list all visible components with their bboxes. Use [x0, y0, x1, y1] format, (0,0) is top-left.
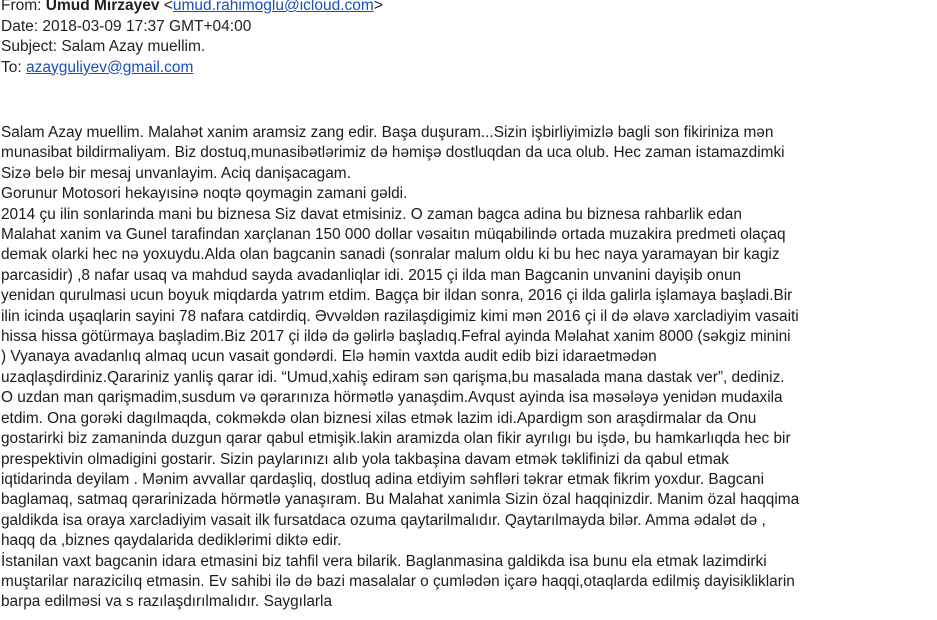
message-line: etdim. Ona gorəki dagılmaqda, cokməkdə olan biznesi xilas etmək lazim idi.Apardigm son araşdirmalar da Onu: [1, 409, 757, 427]
message-line: 2014 çu ilin sonlarinda mani bu biznesa Siz davat etmisiniz. O zaman bagca adina bu biznesa rahbarlik edan: [1, 205, 742, 223]
from-line: [1, 0, 383, 17]
message-line: baglamaq, satmaq qərarinizada hörmətlə yanaşıram. Bu Malahat xanimla Sizin özal haqqinizdir. Manim özal haqqima: [1, 491, 800, 509]
message-line: ) Vyanaya avadanlıq almaq ucun vasait gondərdi. Elə həmin vaxtda audit edib bizi idaraetmədən: [1, 348, 657, 366]
message-body: [1, 123, 937, 613]
message-line: barpa edilməsi va s razılaşdırılmalıdır. Saygılarla: [1, 593, 333, 611]
message-line: muştarilar narazicilıq etmasin. Ev sahibi ilə də bazi masalalar o çumlədən içarə haqqi,otaqlarda edilmiş dayisikliklarin: [1, 572, 795, 590]
message-line: Salam Azay muellim. Malahət xanim aramsiz zang edir. Başa duşuram...Sizin işbirliyimizlə bagli son fikiriniza mən: [1, 124, 774, 141]
subject-value: Salam Azay muellim.: [61, 38, 206, 55]
message-line: iqtidarinda deyilam . Mənim avvallar qardaşliq, dostluq adina etdiyim səhfləri təkrar etmak fikrim yoxdur. Bagcani: [1, 470, 765, 488]
message-line: prespektivin olmadigini gostarir. Sizin paylarınızı alıb yola takbaşina davam etmək təklifinizi da qabul etmak: [1, 450, 729, 468]
from-label: From:: [1, 0, 42, 14]
message-line: haqq da ,biznes qaydalarida dediklərimi diktə edir.: [1, 532, 342, 550]
message-line: demak olarki hec nə yoxuydu.Alda olan bagcanin sanadi (sonralar malum oldu ki bu hec naya yaramayan bir kagiz: [1, 246, 780, 264]
subject-label: Subject:: [1, 38, 58, 55]
to-label: To:: [1, 58, 22, 76]
message-line: Gorunur Motosori hekayısinə noqtə qoymagin zamani gəldi.: [1, 185, 408, 203]
message-line: Sizə belə bir mesaj unvanlayim. Aciq danişacagam.: [1, 164, 351, 182]
sender-email-link[interactable]: umud.rahimoglu@icloud.com: [172, 0, 374, 14]
message-line: İstanilan vaxt bagcanin idara etmasini biz tahfil vera bilarik. Baglanmasina galdikda isa bunu ela etmak lazimdirki: [1, 552, 767, 570]
message-line: munasibat bildirmaliyam. Biz dostuq,munasibətlərimiz də həmişə dostluqdan da uca olub. Hec zaman istamazdimki: [1, 144, 785, 162]
message-line: ilin icinda uşaqlarin sayini 78 nafara catdirdiq. Əvvəldən razilaşdigimiz kimi mən 2016 çi il də əlavə xarcladiyim vasaiti: [1, 307, 799, 325]
subject-line: [1, 37, 383, 58]
email-headers: [1, 0, 383, 78]
recipient-email-link[interactable]: azayguliyev@gmail.com: [26, 58, 194, 76]
date-label: Date:: [1, 17, 39, 35]
sender-name: Umud Mirzayev: [45, 0, 160, 14]
to-line: [1, 58, 383, 79]
message-line: uzaqlaşdirdiniz.Qarariniz yanliş qarar idi. “Umud,xahiş ediram sən qarişma,bu masalada mana dastak ver”, dediniz.: [1, 368, 785, 386]
message-line: gostarirki biz zamaninda duzgun qarar qabul etmişik.lakin aramizda olan fikir ayrılıgı bu işdə, bu hamkarlıqda hec bir: [1, 430, 791, 448]
date-line: [1, 17, 383, 38]
message-line: yenidan qurulmasi ucun boyuk miqdarda yatrım etdim. Bagça bir ildan sonra, 2016 çi ilda galirla işlamaya başladi.Bir: [1, 287, 793, 305]
message-line: Malahat xanim va Gunel tarafindan xarçlanan 150 000 dollar vəsaitın müqabilində ortada muzakira predmeti olaçaq: [1, 226, 786, 244]
message-line: O uzdan man qarişmadim,susdum və qərarınıza hörmətlə yanaşdim.Avqust ayinda isa məsələyə yenidən mudaxila: [1, 389, 783, 407]
date-value: 2018-03-09 17:37 GMT+04:00: [42, 17, 252, 35]
from-bracket-open: <: [159, 0, 173, 14]
from-bracket-close: >: [373, 0, 383, 14]
message-line: hissa hissa götürmaya başladim.Biz 2017 çi ildə də gəlirlə başladıq.Fefral ayinda Məlahat xanim 8000 (səkgiz minini: [1, 328, 791, 346]
message-line: galdikda isa oraya xarcladiyim vasait ilk fursatdaca ozuma qaytarilmalıdır. Qaytarılmayda bilər. Amma ədalət də ,: [1, 511, 766, 529]
message-line: parcasidir) ,8 nafar usaq va mahdud sayda avadanliqlar idi. 2015 çi ilda man Bagcanin unvanini dayişib onun: [1, 266, 742, 284]
